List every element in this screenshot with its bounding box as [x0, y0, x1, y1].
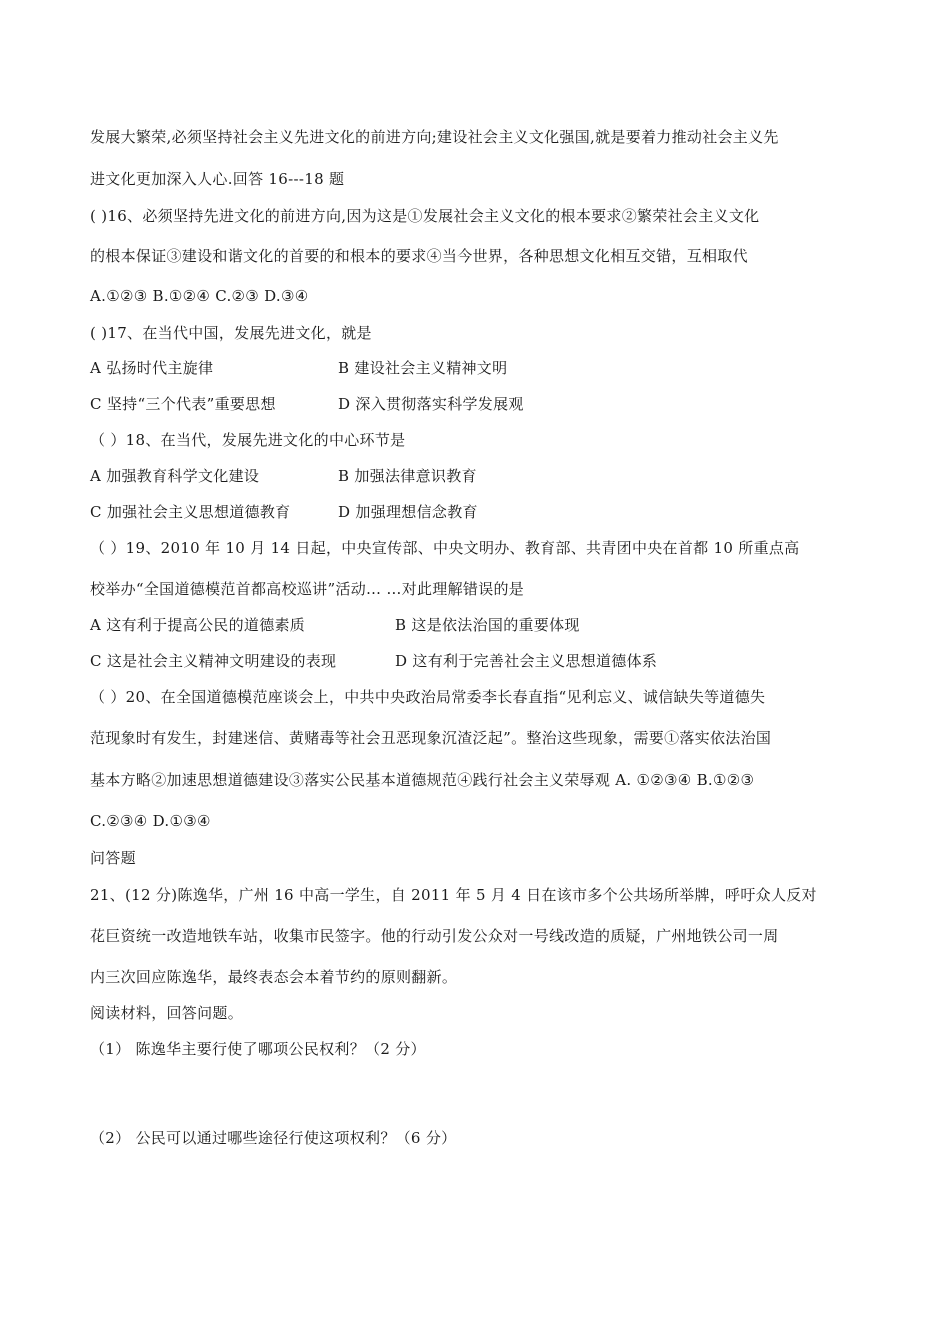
intro-line-1: 发展大繁荣,必须坚持社会主义先进文化的前进方向;建设社会主义文化强国,就是要着力推动社会主义先: [90, 128, 779, 146]
q17-stem: ( )17、在当代中国，发展先进文化，就是: [90, 324, 372, 342]
q19-option-b: B 这是依法治国的重要体现: [395, 616, 580, 634]
q21-instruction: 阅读材料，回答问题。: [90, 1004, 244, 1022]
q20-stem-line-2: 范现象时有发生，封建迷信、黄赌毒等社会丑恶现象沉渣泛起”。整治这些现象，需要①落实依法治国: [90, 729, 772, 747]
q21-stem-line-1: 21、(12 分)陈逸华，广州 16 中高一学生，自 2011 年 5 月 4 日在该市多个公共场所举牌，呼吁众人反对: [90, 886, 817, 904]
q17-option-b: B 建设社会主义精神文明: [338, 359, 508, 377]
q19-stem-line-2: 校举办“全国道德模范首都高校巡讲”活动… …对此理解错误的是: [90, 580, 525, 598]
q18-option-c: C 加强社会主义思想道德教育: [90, 503, 291, 521]
q18-stem: （ ）18、在当代，发展先进文化的中心环节是: [90, 431, 406, 449]
q17-options-row-2: [90, 394, 880, 414]
q18-option-a: A 加强教育科学文化建设: [90, 467, 260, 485]
q18-option-b: B 加强法律意识教育: [338, 467, 477, 485]
q21-stem-line-2: 花巨资统一改造地铁车站，收集市民签字。他的行动引发公众对一号线改造的质疑，广州地铁公司一周: [90, 927, 779, 945]
q20-stem-line-1: （ ）20、在全国道德模范座谈会上，中共中央政治局常委李长春直指“见利忘义、诚信缺失等道德失: [90, 688, 766, 706]
q16-stem-line-1: ( )16、必须坚持先进文化的前进方向,因为这是①发展社会主义文化的根本要求②繁荣社会主义文化: [90, 207, 760, 225]
q17-option-c: C 坚持“三个代表”重要思想: [90, 395, 276, 413]
q21-sub-question-2: （2） 公民可以通过哪些途径行使这项权利？（6 分）: [90, 1129, 457, 1147]
section-heading: 问答题: [90, 849, 136, 867]
q18-options-row-2: [90, 502, 880, 522]
q17-option-a: A 弘扬时代主旋律: [90, 359, 214, 377]
q19-option-d: D 这有利于完善社会主义思想道德体系: [395, 652, 658, 670]
q16-options: A.①②③ B.①②④ C.②③ D.③④: [90, 287, 309, 305]
intro-line-2: 进文化更加深入人心.回答 16---18 题: [90, 170, 345, 188]
q20-options: C.②③④ D.①③④: [90, 812, 211, 830]
q18-option-d: D 加强理想信念教育: [338, 503, 478, 521]
q20-stem-line-3: 基本方略②加速思想道德建设③落实公民基本道德规范④践行社会主义荣辱观 A. ①②③④ B.①②③: [90, 771, 755, 789]
q16-stem-line-2: 的根本保证③建设和谐文化的首要的和根本的要求④当今世界，各种思想文化相互交错，互相取代: [90, 247, 748, 265]
q19-option-a: A 这有利于提高公民的道德素质: [90, 616, 306, 634]
q17-options-row-1: [90, 358, 880, 378]
q19-option-c: C 这是社会主义精神文明建设的表现: [90, 652, 337, 670]
q19-stem-line-1: （ ）19、2010 年 10 月 14 日起，中央宣传部、中央文明办、教育部、共青团中央在首都 10 所重点高: [90, 539, 800, 557]
q18-options-row-1: [90, 466, 880, 486]
q21-stem-line-3: 内三次回应陈逸华，最终表态会本着节约的原则翻新。: [90, 968, 458, 986]
q17-option-d: D 深入贯彻落实科学发展观: [338, 395, 524, 413]
q19-options-row-2: [90, 651, 880, 671]
q19-options-row-1: [90, 615, 880, 635]
q21-sub-question-1: （1） 陈逸华主要行使了哪项公民权利？（2 分）: [90, 1040, 426, 1058]
